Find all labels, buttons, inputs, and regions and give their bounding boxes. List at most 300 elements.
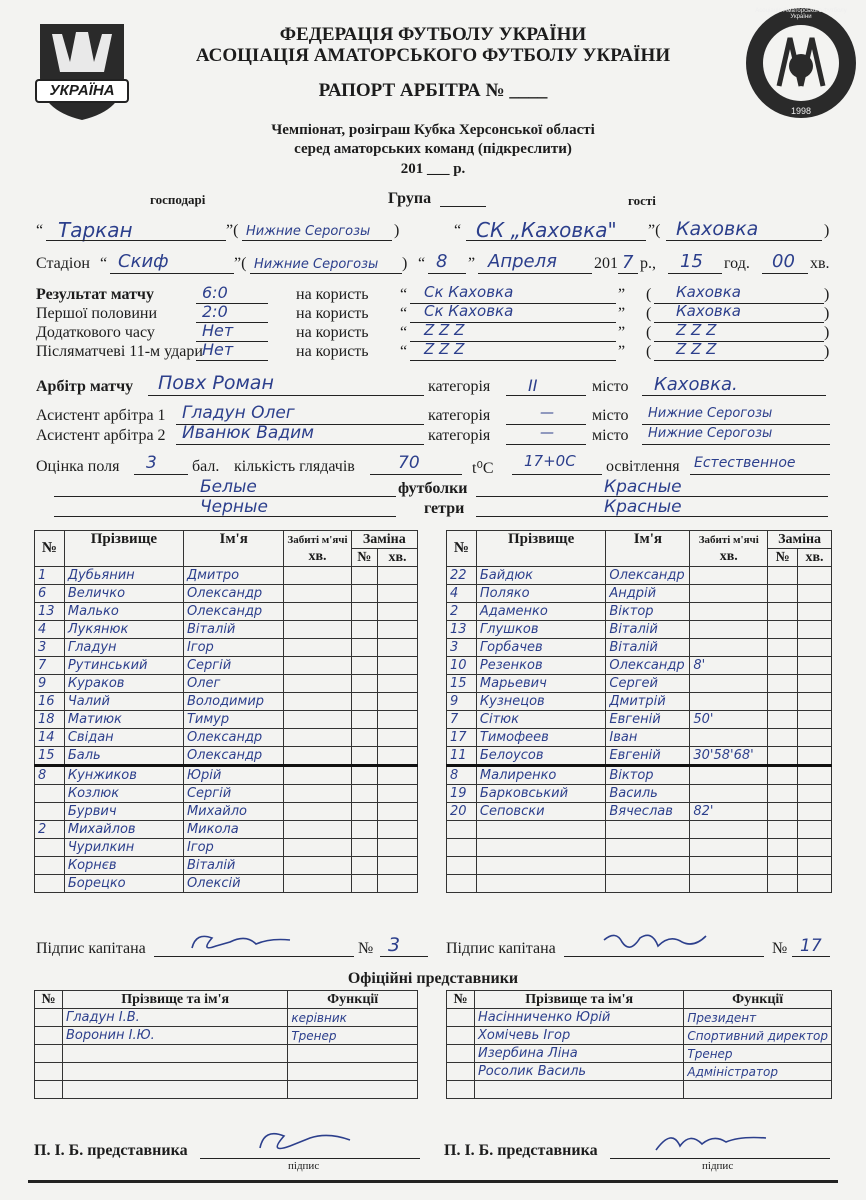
sub-cell [798,875,832,893]
player-no: 16 [35,693,65,711]
col-no: № [35,531,65,567]
player-goal [284,747,351,766]
home-city: Нижние Серогозы [246,224,371,239]
sub-cell [378,785,418,803]
official-no [447,1081,475,1099]
col-name: Ім'я [183,531,283,567]
match-result-score: 6:0 [202,283,228,302]
lighting-label: освітлення [606,458,680,475]
player-goal [690,567,768,585]
penalties-in-favor: на користь [296,343,369,360]
sub-cell [378,766,418,785]
open-paren: ( [646,324,652,341]
player-surname: Резенков [476,657,605,675]
player-no: 18 [35,711,65,729]
extra-time-label: Додаткового часу [36,324,155,341]
table-row [35,1081,418,1099]
player-no: 13 [447,621,477,639]
table-row [447,711,832,729]
table-row [35,1063,418,1081]
player-surname: Поляко [476,585,605,603]
sub-cell [351,803,378,821]
away-socks: Красные [604,497,682,517]
sub-cell [798,821,832,839]
player-surname: Белоусов [476,747,605,766]
match-month: Апреля [488,251,557,272]
referee-name: Повх Роман [158,372,274,394]
col-sub: Заміна [351,531,417,549]
temp-label: t⁰С [472,460,494,477]
away-shirts: Красные [604,477,682,497]
home-captain-no: 3 [388,934,401,956]
player-surname: Сеповски [476,803,605,821]
player-goal: 50' [690,711,768,729]
assistant2-category: — [540,425,554,441]
sub-cell [351,603,378,621]
open-quote: “ [400,324,408,341]
player-surname: Сітюк [476,711,605,729]
assistant1-city-label: місто [592,407,629,424]
away-rep-signature [650,1124,770,1158]
player-no: 19 [447,785,477,803]
table-row [447,875,832,893]
player-goal [690,785,768,803]
player-no: 6 [35,585,65,603]
extra-time-score: Нет [202,321,234,340]
player-no [447,821,477,839]
official-name [62,1081,287,1099]
official-role [288,1081,418,1099]
player-goal [284,821,351,839]
official-role [288,1045,418,1063]
player-name: Василь [606,785,690,803]
sub-cell [798,839,832,857]
sub-cell [378,857,418,875]
assistant1-category-label: категорія [428,407,491,424]
player-no: 9 [447,693,477,711]
sub-cell [798,747,832,766]
sub-cell [378,567,418,585]
sub-cell [351,693,378,711]
official-no [35,1027,63,1045]
close-quote: ” [618,324,626,341]
player-goal [284,729,351,747]
player-surname: Чурилкин [64,839,183,857]
referee-city-label: місто [592,378,629,395]
sub-cell [768,785,798,803]
col-sub-min: хв. [798,549,832,567]
official-no [35,1009,63,1027]
field-rating: 3 [146,453,157,473]
open-paren: ( [646,286,652,303]
sub-cell [351,821,378,839]
shirts-label: футболки [398,480,468,497]
assistant2-category-label: категорія [428,427,491,444]
first-half-in-favor: на користь [296,305,369,322]
player-name: Олександр [606,657,690,675]
col-goals: Забиті м'ячі [690,531,768,549]
player-goal [284,839,351,857]
player-goal [690,693,768,711]
open-quote: “ [400,343,408,360]
player-goal [284,621,351,639]
player-goal [690,603,768,621]
first-half-label: Першої половини [36,305,157,322]
sub-cell [351,729,378,747]
table-row [35,657,418,675]
player-goal [284,766,351,785]
referee-city: Каховка. [654,374,738,395]
player-surname: Бурвич [64,803,183,821]
player-no [35,803,65,821]
sub-cell [768,639,798,657]
official-role: Президент [684,1009,832,1027]
penalties-team: Z Z Z [424,340,465,358]
sub-cell [798,711,832,729]
table-row [447,657,832,675]
table-row [35,585,418,603]
player-name: Андрій [606,585,690,603]
col-no: № [35,991,63,1009]
player-no [35,785,65,803]
player-surname: Глушков [476,621,605,639]
col-no: № [447,531,477,567]
official-name: Хомічевь Ігор [474,1027,683,1045]
home-players-table [34,530,418,893]
player-goal [690,675,768,693]
sub-cell [768,803,798,821]
table-row [35,639,418,657]
player-name: Ігор [183,639,283,657]
table-row [447,766,832,785]
home-team: Таркан [58,218,133,242]
col-surname: Прізвище [64,531,183,567]
player-name: Евгеній [606,711,690,729]
sub-cell [798,803,832,821]
away-signature-caption: підпис [702,1160,734,1172]
player-name: Олександр [606,567,690,585]
close-paren: ) [824,343,830,360]
assistant2-city: Нижние Серогозы [648,426,773,441]
player-surname: Михайлов [64,821,183,839]
player-surname: Рутинський [64,657,183,675]
player-no [35,875,65,893]
sub-cell [351,639,378,657]
player-no: 7 [447,711,477,729]
player-goal [690,821,768,839]
player-surname: Гладун [64,639,183,657]
sub-cell [768,747,798,766]
sub-cell [768,875,798,893]
points-label: бал. [192,458,220,475]
player-no [447,875,477,893]
player-goal [284,657,351,675]
championship-line: Чемпіонат, розіграш Кубка Херсонської області [271,122,595,138]
first-half-score: 2:0 [202,302,228,321]
official-name: Изербина Ліна [474,1045,683,1063]
table-row [35,675,418,693]
official-no [447,1045,475,1063]
player-name [606,875,690,893]
table-row [447,1027,832,1045]
sub-cell [351,675,378,693]
stadium-label: Стадіон [36,255,90,272]
player-surname: Козлюк [64,785,183,803]
close-paren: ) [824,324,830,341]
col-surname: Прізвище [476,531,605,567]
player-surname: Лукянюк [64,621,183,639]
official-no [447,1063,475,1081]
sub-cell [768,839,798,857]
official-role: Спортивний директор [684,1027,832,1045]
player-goal [284,603,351,621]
year-line: 201 ___ р. [400,161,466,177]
stadium-city: Нижние Серогозы [254,257,379,272]
player-surname [476,821,605,839]
penalties-city: Z Z Z [676,340,717,358]
col-sub-no: № [768,549,798,567]
player-no: 8 [447,766,477,785]
away-captain-no: 17 [800,936,822,956]
player-surname [476,857,605,875]
col-sub: Заміна [768,531,832,549]
official-role: Тренер [684,1045,832,1063]
player-no: 17 [447,729,477,747]
player-no: 13 [35,603,65,621]
player-no: 3 [35,639,65,657]
player-goal [284,785,351,803]
player-goal [284,711,351,729]
match-result-in-favor: на користь [296,286,369,303]
extra-time-city: Z Z Z [676,321,717,339]
player-no: 3 [447,639,477,657]
player-goal [284,639,351,657]
player-no: 20 [447,803,477,821]
sub-cell [378,603,418,621]
sub-cell [378,729,418,747]
player-surname: Байдюк [476,567,605,585]
ukraine-logo-text: УКРАЇНА [49,82,115,99]
table-row [447,1045,832,1063]
sub-cell [351,657,378,675]
official-role [288,1063,418,1081]
home-captain-no-label: № [358,940,374,957]
table-row [447,567,832,585]
player-name: Олександр [183,729,283,747]
sub-cell [378,821,418,839]
socks-label: гетри [424,500,465,517]
sub-cell [768,657,798,675]
official-no [447,1027,475,1045]
sub-cell [378,675,418,693]
sub-cell [378,621,418,639]
table-row [447,803,832,821]
table-row [447,821,832,839]
home-rep-label: П. І. Б. представника [34,1142,188,1159]
player-surname: Малько [64,603,183,621]
table-row [447,693,832,711]
sub-cell [798,603,832,621]
open-paren: ( [646,305,652,322]
player-name: Михайло [183,803,283,821]
player-goal [690,766,768,785]
player-no [35,839,65,857]
col-sub-min: хв. [378,549,418,567]
player-goal: 82' [690,803,768,821]
sub-cell [768,693,798,711]
col-sub-no: № [351,549,378,567]
player-no: 4 [447,585,477,603]
player-goal [284,585,351,603]
player-surname [476,839,605,857]
table-row [35,857,418,875]
table-row [447,1009,832,1027]
player-surname: Борецко [64,875,183,893]
player-name: Олександр [183,603,283,621]
sub-cell [798,585,832,603]
player-surname: Кунжиков [64,766,183,785]
year-prefix: 201 [594,255,618,272]
player-name: Віктор [606,603,690,621]
open-quote: “ [400,286,408,303]
player-no: 10 [447,657,477,675]
sub-cell [798,621,832,639]
temperature: 17+0С [524,452,576,470]
player-goal [690,875,768,893]
player-surname: Кузнецов [476,693,605,711]
player-no [447,839,477,857]
player-name [606,857,690,875]
report-title: РАПОРТ АРБІТРА № ____ [318,80,548,101]
away-captain-no-label: № [772,940,788,957]
hosts-label: господарі [150,192,206,207]
sub-cell [351,711,378,729]
assistant1-label: Асистент арбітра 1 [36,407,166,424]
penalties-score: Нет [202,340,234,359]
bottom-rule [28,1180,838,1183]
sub-cell [798,675,832,693]
official-no [35,1063,63,1081]
player-goal [690,839,768,857]
player-goal [690,639,768,657]
sub-cell [378,803,418,821]
player-goal [690,585,768,603]
assistant2-city-label: місто [592,427,629,444]
official-name: Воронин І.Ю. [62,1027,287,1045]
stadium-name: Скиф [118,251,169,272]
minute-label: хв. [810,255,830,272]
table-row [35,1027,418,1045]
table-row [35,821,418,839]
table-row [35,803,418,821]
lighting: Естественное [694,455,796,471]
table-row [447,785,832,803]
table-row [35,621,418,639]
sub-cell [768,603,798,621]
extra-time-in-favor: на користь [296,324,369,341]
player-no [447,857,477,875]
player-surname: Горбачев [476,639,605,657]
sub-cell [378,839,418,857]
player-goal [284,857,351,875]
player-name: Олексій [183,875,283,893]
assistant1-name: Гладун Олег [182,403,295,423]
player-no: 15 [447,675,477,693]
player-surname: Кураков [64,675,183,693]
first-half-city: Каховка [676,302,741,320]
official-role: керівник [288,1009,418,1027]
sub-cell [351,585,378,603]
table-row [35,729,418,747]
player-surname: Чалий [64,693,183,711]
player-name: Віталій [606,621,690,639]
home-socks: Черные [200,497,268,517]
sub-cell [378,639,418,657]
away-rep-label: П. І. Б. представника [444,1142,598,1159]
player-name: Тимур [183,711,283,729]
table-row [447,585,832,603]
player-no: 22 [447,567,477,585]
player-surname: Корнєв [64,857,183,875]
player-surname: Малиренко [476,766,605,785]
table-row [447,747,832,766]
federation-title: ФЕДЕРАЦІЯ ФУТБОЛУ УКРАЇНИ [279,24,587,45]
sub-cell [768,857,798,875]
official-role: Тренер [288,1027,418,1045]
player-goal: 8' [690,657,768,675]
player-goal [690,729,768,747]
assistant2-label: Асистент арбітра 2 [36,427,166,444]
official-role [684,1081,832,1099]
first-half-team: Ск Каховка [424,302,514,320]
player-surname: Тимофеев [476,729,605,747]
away-players-table [446,530,832,893]
player-surname: Матиюк [64,711,183,729]
match-result-label: Результат матчу [36,286,154,303]
assistant1-city: Нижние Серогозы [648,406,773,421]
open-paren: ( [646,343,652,360]
table-row [447,1063,832,1081]
sub-cell [351,747,378,766]
col-goals: Забиті м'ячі [284,531,351,549]
home-rep-signature [250,1124,360,1158]
table-row [35,766,418,785]
table-row [447,639,832,657]
amateur-line: серед аматорських команд (підкреслити) [294,141,572,157]
col-name: Ім'я [606,531,690,567]
penalties-label: Післяматчеві 11-м удари [36,343,203,360]
official-name: Гладун І.В. [62,1009,287,1027]
player-name: Ігор [183,839,283,857]
player-surname: Марьевич [476,675,605,693]
table-row [35,839,418,857]
player-goal [690,857,768,875]
sub-cell [798,785,832,803]
col-role: Функції [684,991,832,1009]
table-row [447,839,832,857]
close-paren: ) [824,286,830,303]
table-row [35,693,418,711]
field-label: Оцінка поля [36,458,120,475]
player-goal [284,803,351,821]
sub-cell [768,821,798,839]
player-name: Олег [183,675,283,693]
sub-cell [378,585,418,603]
spectators-label: кількість глядачів [234,458,355,475]
player-goal [690,621,768,639]
sub-cell [351,621,378,639]
year-r-label: р., [640,255,656,272]
